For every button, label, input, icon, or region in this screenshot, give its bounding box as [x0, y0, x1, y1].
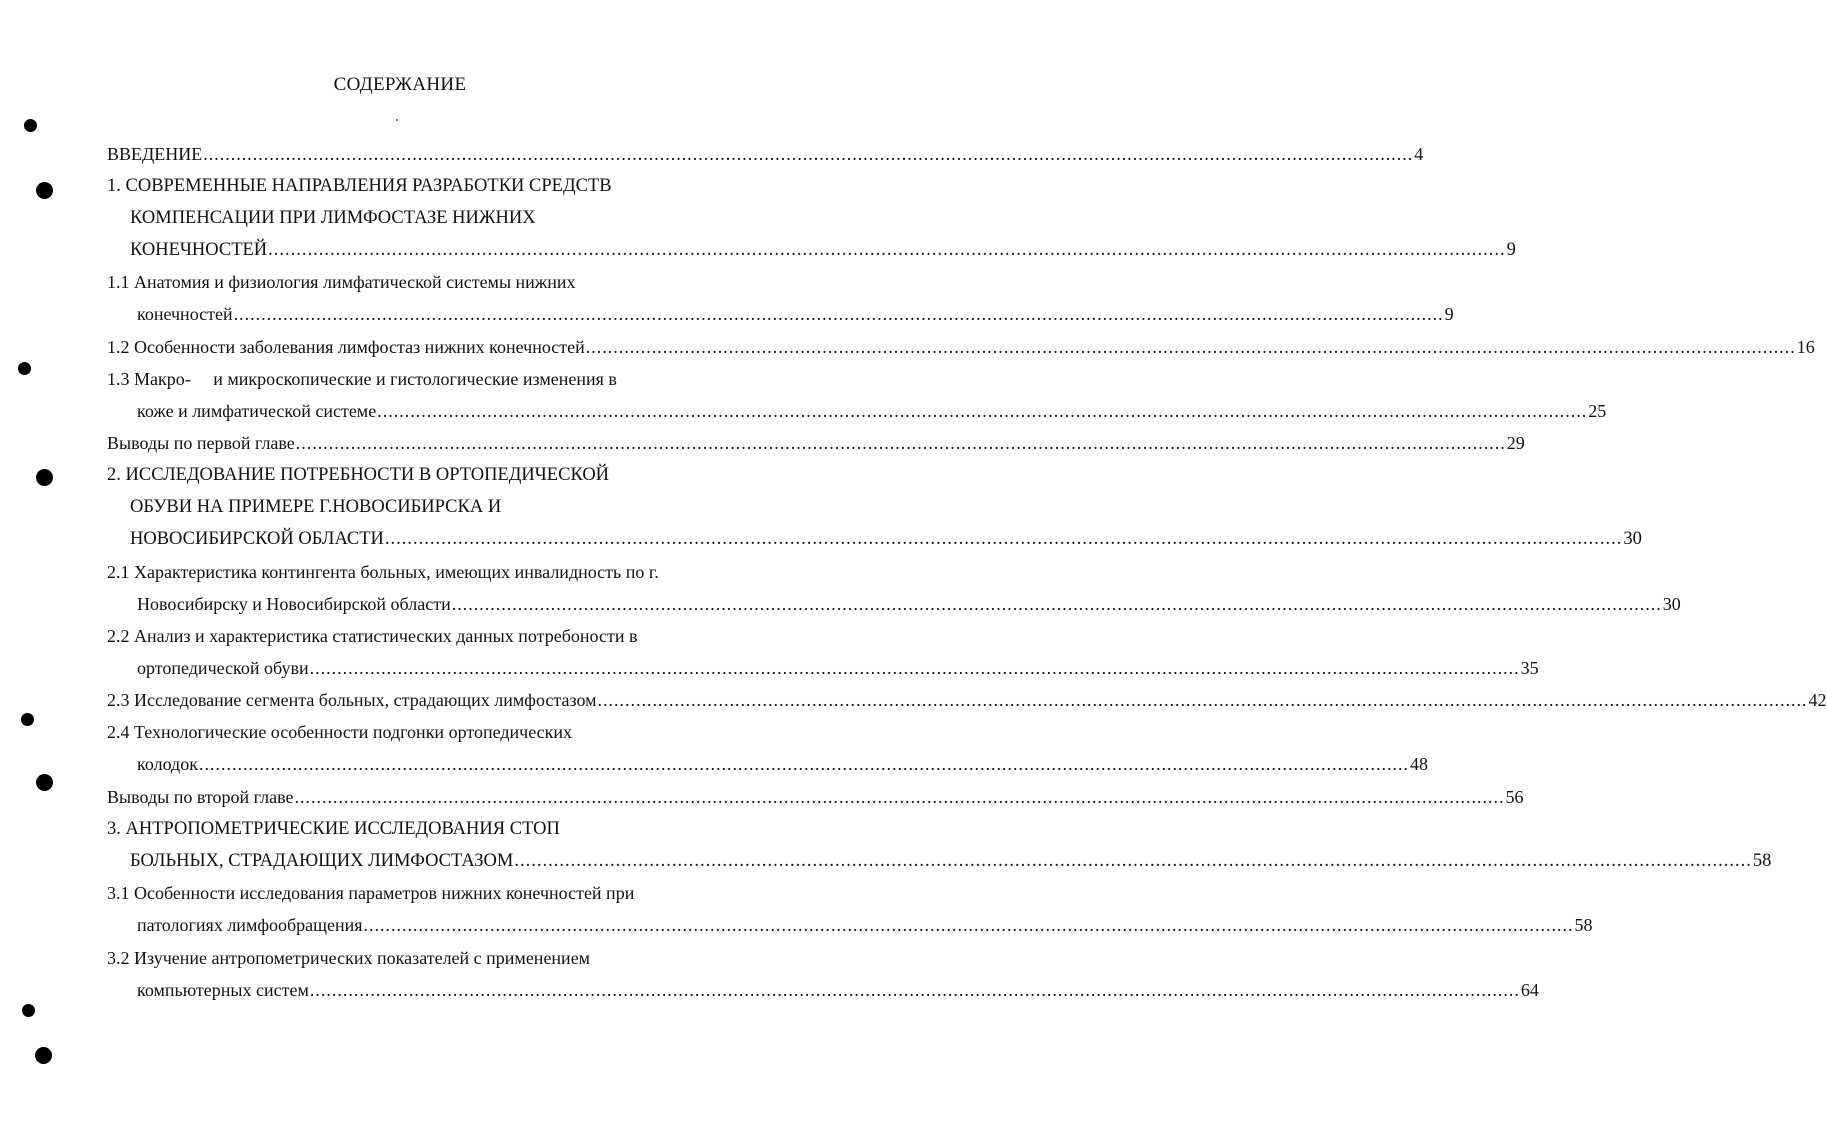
toc-entry	[107, 815, 560, 843]
punch-hole-mark	[18, 362, 31, 375]
leader-dots: ............................................................................................................................................................................................................................	[514, 851, 1752, 871]
toc-page-number: 25	[1588, 401, 1607, 421]
toc-entry	[107, 622, 637, 650]
toc-entry-continuation	[137, 654, 1539, 682]
leader-dots: ............................................................................................................................................................................................................................	[597, 690, 1808, 710]
toc-entry-text: 3.1 Особенности исследования параметров нижних конечностей при	[107, 883, 635, 903]
toc-entry-text: Новосибирску и Новосибирской области	[137, 594, 451, 614]
toc-entry-text: 2.4 Технологические особенности подгонки ортопедических	[107, 722, 572, 742]
toc-page-number: 64	[1520, 980, 1539, 1000]
toc-entry	[107, 686, 1827, 714]
toc-entry-continuation	[130, 236, 1516, 264]
toc-entry-text: компьютерных систем	[137, 980, 309, 1000]
punch-hole-mark	[24, 119, 37, 132]
leader-dots: ............................................................................................................................................................................................................................	[268, 240, 1506, 260]
toc-entry-text: 2.1 Характеристика контингента больных, имеющих инвалидность по г.	[107, 562, 659, 582]
toc-page-number: 4	[1414, 144, 1424, 164]
toc-entry	[107, 718, 572, 746]
toc-page-number: 9	[1444, 304, 1454, 324]
toc-page-number: 42	[1808, 690, 1827, 710]
toc-entry-continuation	[137, 976, 1539, 1004]
toc-page-number: 30	[1662, 594, 1681, 614]
toc-page-number: 9	[1506, 240, 1516, 260]
toc-entry	[107, 783, 1524, 811]
toc-entry	[107, 429, 1525, 457]
leader-dots: ............................................................................................................................................................................................................................	[377, 401, 1588, 421]
toc-entry-text: ОБУВИ НА ПРИМЕРЕ Г.НОВОСИБИРСКА И	[130, 497, 502, 517]
toc-entry	[107, 558, 659, 586]
toc-page-number: 58	[1752, 851, 1772, 871]
toc-entry-text: патологиях лимфообращения	[137, 915, 363, 935]
toc-entry-continuation	[137, 300, 1454, 328]
toc-entry-text: 2.2 Анализ и характеристика статистических данных потребоности в	[107, 626, 638, 646]
toc-entry-continuation	[137, 750, 1428, 778]
toc-entry-continuation	[137, 911, 1593, 939]
toc-entry	[107, 461, 609, 489]
toc-entry-text: БОЛЬНЫХ, СТРАДАЮЩИХ ЛИМФОСТАЗОМ	[130, 851, 514, 871]
toc-page-number: 16	[1796, 337, 1815, 357]
leader-dots: ............................................................................................................................................................................................................................	[203, 144, 1414, 164]
leader-dots: ............................................................................................................................................................................................................................	[451, 594, 1662, 614]
toc-entry-continuation	[130, 493, 501, 521]
punch-hole-mark	[21, 713, 34, 726]
toc-entry	[107, 365, 617, 393]
toc-page-number: 56	[1505, 787, 1524, 807]
toc-entry-text: НОВОСИБИРСКОЙ ОБЛАСТИ	[130, 529, 384, 549]
toc-entry-text: 1.2 Особенности заболевания лимфостаз нижних конечностей	[107, 337, 585, 357]
toc-entry-continuation	[130, 204, 536, 232]
toc-entry-text: 1. СОВРЕМЕННЫЕ НАПРАВЛЕНИЯ РАЗРАБОТКИ СРЕДСТВ	[107, 176, 612, 196]
toc-entry-continuation	[137, 397, 1607, 425]
punch-hole-mark	[36, 469, 53, 486]
leader-dots: ............................................................................................................................................................................................................................	[294, 787, 1505, 807]
toc-entry-text: 3. АНТРОПОМЕТРИЧЕСКИЕ ИССЛЕДОВАНИЯ СТОП	[107, 819, 560, 839]
toc-entry-text: Выводы по первой главе	[107, 433, 295, 453]
leader-dots: ............................................................................................................................................................................................................................	[233, 304, 1444, 324]
leader-dots: ............................................................................................................................................................................................................................	[309, 980, 1520, 1000]
leader-dots: ............................................................................................................................................................................................................................	[295, 433, 1506, 453]
leader-dots: ............................................................................................................................................................................................................................	[363, 915, 1574, 935]
punch-hole-mark	[36, 182, 53, 199]
toc-entry-text: коже и лимфатической системе	[137, 401, 377, 421]
leader-dots: ............................................................................................................................................................................................................................	[585, 337, 1796, 357]
toc-entry	[107, 879, 634, 907]
toc-entry-text: ортопедической обуви	[137, 658, 309, 678]
toc-page-number: 35	[1520, 658, 1539, 678]
leader-dots: ............................................................................................................................................................................................................................	[384, 529, 1623, 549]
toc-entry	[107, 944, 590, 972]
toc-entry-continuation	[130, 525, 1642, 553]
toc-entry-text: ВВЕДЕНИЕ	[107, 144, 203, 164]
toc-page-number: 48	[1409, 754, 1428, 774]
toc-page-number: 29	[1506, 433, 1525, 453]
punch-hole-mark	[35, 1047, 52, 1064]
punch-hole-mark	[22, 1004, 35, 1017]
toc-page-number: 30	[1623, 529, 1642, 549]
toc-entry	[107, 140, 1424, 168]
toc-entry-text: колодок	[137, 754, 198, 774]
toc-entry-continuation	[130, 847, 1772, 875]
toc-entry-text: 2.3 Исследование сегмента больных, страдающих лимфостазом	[107, 690, 597, 710]
toc-entry-text: 1.3 Макро- и микроскопические и гистологические изменения в	[107, 369, 617, 389]
toc-entry-text: КОМПЕНСАЦИИ ПРИ ЛИМФОСТАЗЕ НИЖНИХ	[130, 208, 536, 228]
toc-entry-continuation	[137, 590, 1681, 618]
toc-entry-text: 2. ИССЛЕДОВАНИЕ ПОТРЕБНОСТИ В ОРТОПЕДИЧЕСКОЙ	[107, 465, 610, 485]
page-title: СОДЕРЖАНИЕ	[333, 74, 467, 95]
toc-entry-text: 3.2 Изучение антропометрических показателей с применением	[107, 948, 591, 968]
punch-hole-mark	[36, 774, 53, 791]
toc-entry-text: Выводы по второй главе	[107, 787, 294, 807]
leader-dots: ............................................................................................................................................................................................................................	[198, 754, 1409, 774]
scan-speck	[396, 119, 398, 121]
toc-entry	[107, 268, 576, 296]
toc-page-number: 58	[1574, 915, 1593, 935]
toc-entry	[107, 172, 612, 200]
toc-entry-text: КОНЕЧНОСТЕЙ	[130, 240, 268, 260]
toc-entry-text: конечностей	[137, 304, 233, 324]
toc-entry	[107, 333, 1815, 361]
leader-dots: ............................................................................................................................................................................................................................	[309, 658, 1520, 678]
toc-entry-text: 1.1 Анатомия и физиология лимфатической системы нижних	[107, 272, 576, 292]
